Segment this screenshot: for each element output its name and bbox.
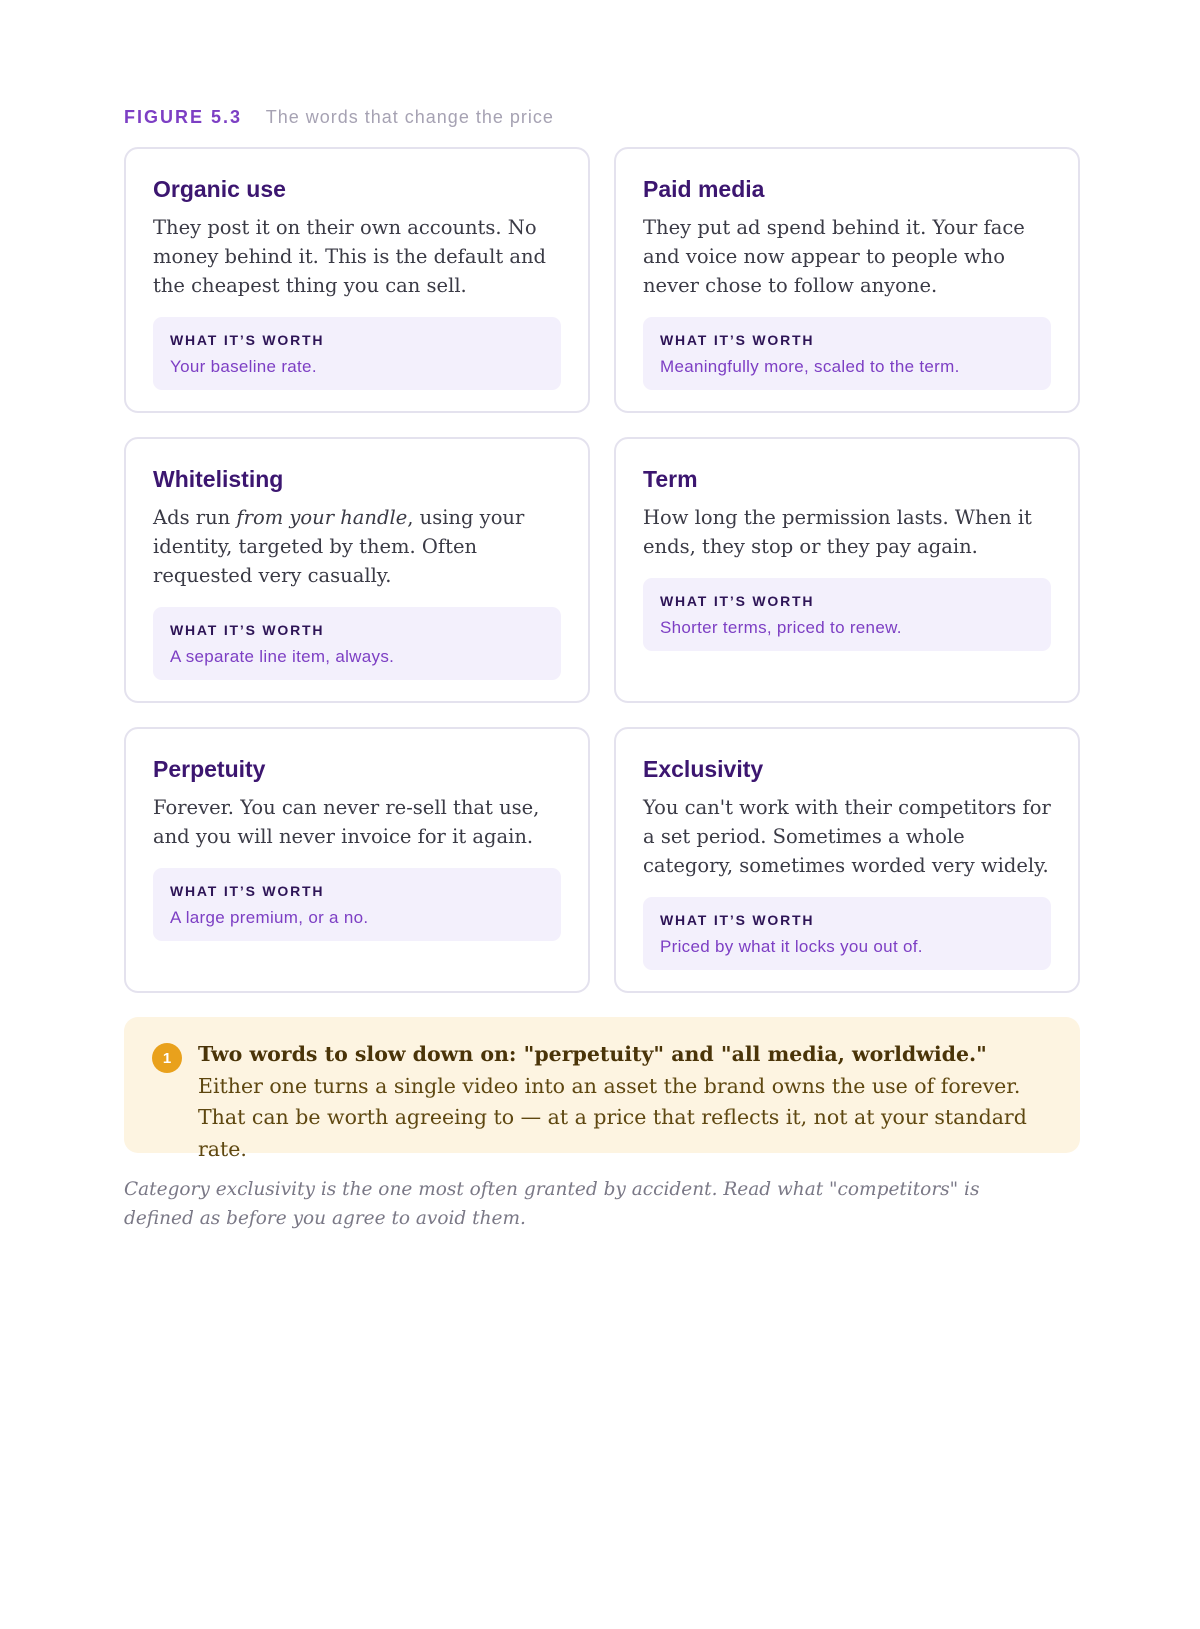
card-perpetuity bbox=[124, 727, 590, 993]
callout-note bbox=[124, 1017, 1080, 1161]
card-title: Paid media bbox=[643, 176, 765, 202]
footnote: Category exclusivity is the one most often granted by accident. Read what "competitors" is defined as before you agree to avoid them. bbox=[124, 1179, 980, 1229]
card-term bbox=[614, 437, 1080, 703]
terms-grid bbox=[124, 147, 1080, 993]
card-title: Perpetuity bbox=[153, 756, 266, 782]
callout-text bbox=[198, 1039, 1052, 1165]
worth-label: WHAT IT’S WORTH bbox=[170, 883, 325, 899]
worth-box bbox=[643, 317, 1051, 390]
card-body: They put ad spend behind it. Your face and voice now appear to people who never chose to follow anyone. bbox=[643, 216, 1025, 297]
card-body-emphasis: from your handle bbox=[236, 506, 408, 529]
card-title: Whitelisting bbox=[153, 466, 284, 492]
card-title: Term bbox=[643, 466, 698, 492]
card-body: How long the permission lasts. When it ends, they stop or they pay again. bbox=[643, 506, 1032, 558]
worth-value: Meaningfully more, scaled to the term. bbox=[660, 357, 960, 376]
worth-value: Your baseline rate. bbox=[170, 357, 317, 376]
callout-emphasis: Two words to slow down on: "perpetuity" and "all media, worldwide." bbox=[198, 1042, 987, 1066]
card-exclusivity bbox=[614, 727, 1080, 993]
card-body-start: Ads run bbox=[153, 506, 237, 529]
worth-label: WHAT IT’S WORTH bbox=[660, 593, 815, 609]
figure-title: The words that change the price bbox=[265, 107, 554, 127]
worth-label: WHAT IT’S WORTH bbox=[170, 332, 325, 348]
worth-value: A separate line item, always. bbox=[170, 647, 395, 666]
worth-value: A large premium, or a no. bbox=[170, 908, 369, 927]
worth-box bbox=[643, 897, 1051, 970]
worth-label: WHAT IT’S WORTH bbox=[660, 912, 815, 928]
callout-rest: Either one turns a single video into an asset the brand owns the use of forever. That can be worth agreeing to — at a price that reflects it, not at your standard rate. bbox=[198, 1073, 1027, 1161]
figure-label: FIGURE 5.3 bbox=[124, 107, 243, 127]
figure-5-3 bbox=[124, 104, 1080, 1233]
card-whitelisting bbox=[124, 437, 590, 703]
card-title: Organic use bbox=[153, 176, 286, 202]
card-body-end: , using your identity, targeted by them. Often requested very casually. bbox=[153, 506, 525, 587]
card-body: Forever. You can never re-sell that use, and you will never invoice for it again. bbox=[153, 796, 540, 848]
worth-box bbox=[153, 868, 561, 941]
worth-label: WHAT IT’S WORTH bbox=[170, 622, 325, 638]
figure-caption bbox=[124, 104, 1080, 130]
worth-box bbox=[153, 607, 561, 680]
card-organic-use bbox=[124, 147, 590, 413]
worth-value: Priced by what it locks you out of. bbox=[660, 937, 923, 956]
card-body bbox=[153, 503, 561, 590]
worth-value: Shorter terms, priced to renew. bbox=[660, 618, 902, 637]
card-body: They post it on their own accounts. No money behind it. This is the default and the cheapest thing you can sell. bbox=[153, 216, 547, 297]
card-paid-media bbox=[614, 147, 1080, 413]
card-title: Exclusivity bbox=[643, 756, 764, 782]
worth-label: WHAT IT’S WORTH bbox=[660, 332, 815, 348]
worth-box bbox=[643, 578, 1051, 651]
callout-number-badge: 1 bbox=[152, 1043, 182, 1073]
card-body: You can't work with their competitors for a set period. Sometimes a whole category, sometimes worded very widely. bbox=[643, 796, 1051, 877]
worth-box bbox=[153, 317, 561, 390]
